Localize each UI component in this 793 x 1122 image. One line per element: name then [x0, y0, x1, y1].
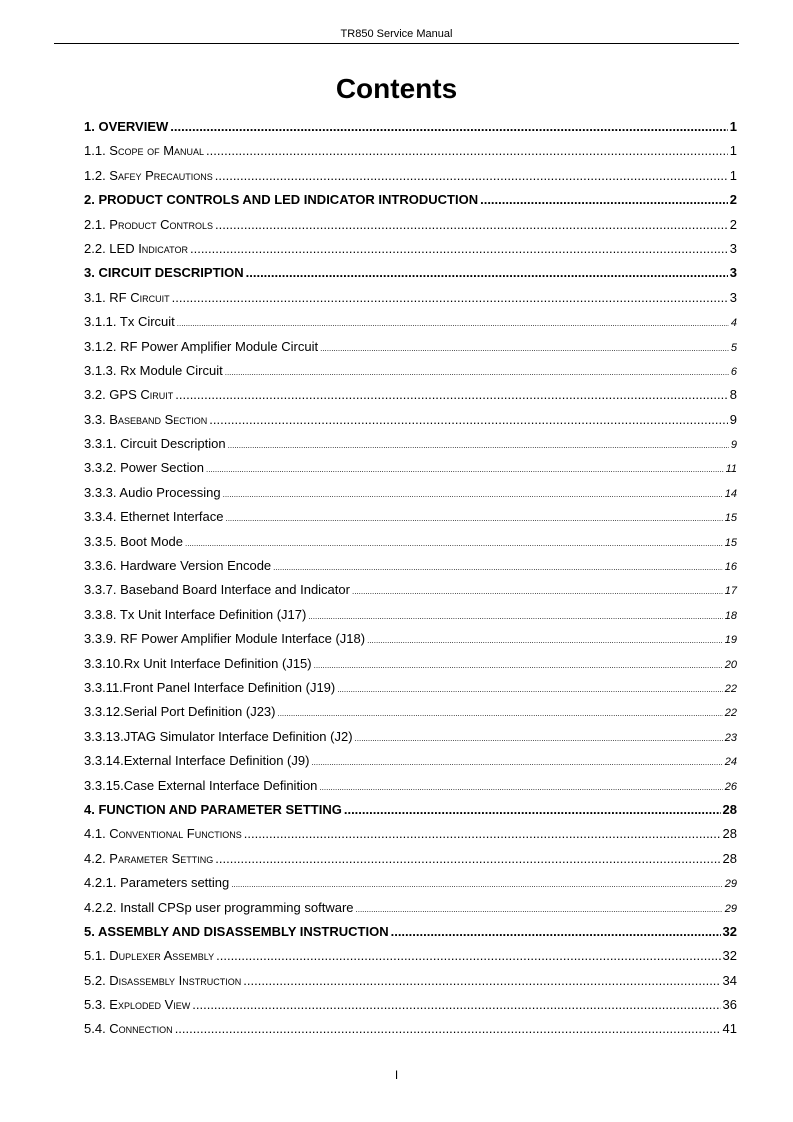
dot-leader — [177, 312, 729, 336]
toc-entry-label: 4. FUNCTION AND PARAMETER SETTING — [84, 801, 342, 817]
dot-leader — [170, 115, 727, 139]
toc-entry-label: 5. ASSEMBLY AND DISASSEMBLY INSTRUCTION — [84, 923, 389, 939]
toc-entry[interactable] — [84, 822, 737, 846]
toc-entry-page: 1 — [729, 167, 737, 183]
toc-entry[interactable] — [84, 749, 737, 773]
toc-entry-page: 24 — [724, 756, 737, 769]
toc-entry[interactable] — [84, 652, 737, 676]
toc-entry-page: 19 — [724, 634, 737, 647]
toc-entry-page: 28 — [722, 801, 737, 817]
toc-entry[interactable] — [84, 603, 737, 627]
toc-entry[interactable] — [84, 139, 737, 163]
toc-entry-page: 22 — [724, 682, 737, 695]
dot-leader — [356, 898, 723, 922]
dot-leader — [246, 261, 728, 285]
dot-leader — [314, 654, 723, 678]
dot-leader — [391, 920, 721, 944]
toc-entry-page: 6 — [730, 365, 737, 378]
header-rule — [54, 43, 739, 44]
toc-entry-page: 15 — [724, 536, 737, 549]
toc-entry-page: 2 — [729, 216, 737, 232]
toc-entry-page: 1 — [729, 119, 737, 134]
toc-entry-label: 3.3.2. Power Section — [84, 460, 204, 476]
toc-entry[interactable] — [84, 188, 737, 212]
toc-entry-page: 17 — [724, 585, 737, 598]
dot-leader — [185, 532, 723, 556]
toc-entry[interactable] — [84, 115, 737, 139]
toc-entry-page: 29 — [724, 902, 737, 915]
toc-entry-page: 18 — [724, 609, 737, 622]
toc-entry[interactable] — [84, 578, 737, 602]
toc-entry-page: 26 — [724, 780, 737, 793]
toc-entry[interactable] — [84, 920, 737, 944]
toc-entry-label: 3.3.8. Tx Unit Interface Definition (J17) — [84, 606, 307, 622]
toc-entry[interactable] — [84, 1017, 737, 1041]
toc-entry[interactable] — [84, 456, 737, 480]
toc-entry-page: 34 — [722, 972, 737, 988]
toc-entry[interactable] — [84, 286, 737, 310]
toc-entry-label: 2. PRODUCT CONTROLS AND LED INDICATOR INTRODUCTION — [84, 192, 479, 208]
toc-entry-page: 3 — [729, 240, 737, 256]
toc-entry[interactable] — [84, 627, 737, 651]
toc-entry-label: 3.1.3. Rx Module Circuit — [84, 362, 223, 378]
toc-entry-page: 9 — [730, 439, 737, 452]
toc-entry[interactable] — [84, 213, 737, 237]
dot-leader — [231, 873, 723, 897]
toc-entry-page: 16 — [724, 561, 737, 574]
dot-leader — [355, 727, 723, 751]
toc-entry[interactable] — [84, 944, 737, 968]
toc-entry-label: 3.3.4. Ethernet Interface — [84, 509, 224, 525]
toc-entry[interactable] — [84, 993, 737, 1017]
dot-leader — [215, 847, 720, 871]
toc-entry[interactable] — [84, 774, 737, 798]
dot-leader — [209, 408, 728, 432]
toc-entry-label: 2.2. LED Indicator — [84, 240, 188, 256]
page-number: I — [394, 1068, 399, 1082]
toc-entry[interactable] — [84, 725, 737, 749]
toc-entry[interactable] — [84, 530, 737, 554]
toc-entry-label: 1.1. Scope of Manual — [84, 143, 205, 159]
toc-entry[interactable] — [84, 310, 737, 334]
dot-leader — [223, 483, 723, 507]
toc-entry-page: 3 — [729, 289, 737, 305]
toc-entry-label: 3.1.2. RF Power Amplifier Module Circuit — [84, 338, 319, 354]
dot-leader — [175, 1017, 721, 1041]
toc-entry-label: 3. CIRCUIT DESCRIPTION — [84, 265, 244, 281]
dot-leader — [215, 164, 728, 188]
toc-entry-label: 3.3.7. Baseband Board Interface and Indicator — [84, 582, 350, 598]
toc-entry-label: 3.3. Baseband Section — [84, 411, 208, 427]
running-header: TR850 Service Manual — [340, 28, 453, 40]
dot-leader — [244, 822, 721, 846]
dot-leader — [225, 361, 729, 385]
toc-entry-label: 3.3.10.Rx Unit Interface Definition (J15) — [84, 655, 312, 671]
toc-entry-page: 14 — [724, 487, 737, 500]
toc-entry-label: 3.3.15.Case External Interface Definition — [84, 777, 318, 793]
dot-leader — [344, 798, 721, 822]
toc-entry-label: 4.2. Parameter Setting — [84, 850, 214, 866]
toc-entry-page: 2 — [729, 192, 737, 208]
toc-entry-label: 4.2.2. Install CPSp user programming software — [84, 899, 354, 915]
toc-entry-label: 3.3.14.External Interface Definition (J9) — [84, 753, 310, 769]
toc-entry-label: 3.3.9. RF Power Amplifier Module Interface (J18) — [84, 631, 366, 647]
toc-entry-label: 3.3.6. Hardware Version Encode — [84, 558, 272, 574]
toc-entry-label: 1. OVERVIEW — [84, 119, 169, 134]
toc-entry-label: 3.1.1. Tx Circuit — [84, 314, 175, 330]
toc-entry-page: 32 — [722, 923, 737, 939]
toc-entry-page: 11 — [725, 463, 737, 476]
toc-entry-label: 3.3.13.JTAG Simulator Interface Definition (J2) — [84, 728, 353, 744]
toc-entry-page: 15 — [724, 512, 737, 525]
table-of-contents — [84, 115, 737, 1042]
dot-leader — [273, 556, 723, 580]
dot-leader — [206, 139, 728, 163]
toc-entry-page: 3 — [729, 265, 737, 281]
dot-leader — [215, 213, 728, 237]
toc-entry[interactable] — [84, 408, 737, 432]
dot-leader — [337, 678, 723, 702]
toc-entry-page: 8 — [729, 387, 737, 403]
toc-entry-label: 3.3.3. Audio Processing — [84, 484, 221, 500]
toc-entry-page: 4 — [730, 317, 737, 330]
toc-entry-page: 28 — [722, 826, 737, 842]
toc-entry-page: 41 — [722, 1021, 737, 1037]
dot-leader — [480, 188, 728, 212]
toc-entry-label: 3.1. RF Circuit — [84, 289, 170, 305]
dot-leader — [175, 383, 728, 407]
dot-leader — [243, 969, 720, 993]
toc-entry-page: 20 — [724, 658, 737, 671]
toc-entry-label: 3.3.1. Circuit Description — [84, 436, 226, 452]
toc-entry[interactable] — [84, 700, 737, 724]
toc-entry[interactable] — [84, 847, 737, 871]
toc-entry-label: 4.2.1. Parameters setting — [84, 875, 230, 891]
toc-entry-label: 5.3. Exploded View — [84, 997, 191, 1013]
toc-entry-label: 4.1. Conventional Functions — [84, 826, 242, 842]
toc-entry[interactable] — [84, 359, 737, 383]
toc-entry-label: 5.2. Disassembly Instruction — [84, 972, 242, 988]
dot-leader — [228, 434, 729, 458]
toc-entry-page: 29 — [724, 878, 737, 891]
toc-entry-label: 5.1. Duplexer Assembly — [84, 948, 215, 964]
dot-leader — [311, 751, 722, 775]
toc-entry-label: 3.3.5. Boot Mode — [84, 533, 184, 549]
toc-entry-page: 1 — [729, 143, 737, 159]
toc-entry[interactable] — [84, 871, 737, 895]
toc-entry-page: 23 — [724, 731, 737, 744]
toc-entry-page: 22 — [724, 707, 737, 720]
dot-leader — [320, 337, 729, 361]
toc-entry[interactable] — [84, 432, 737, 456]
dot-leader — [319, 776, 722, 800]
dot-leader — [192, 993, 720, 1017]
toc-entry[interactable] — [84, 383, 737, 407]
toc-entry-label: 3.3.11.Front Panel Interface Definition (J19) — [84, 679, 336, 695]
toc-entry-page: 5 — [730, 341, 737, 354]
dot-leader — [206, 458, 724, 482]
dot-leader — [190, 237, 728, 261]
toc-entry[interactable] — [84, 798, 737, 822]
dot-leader — [352, 580, 723, 604]
toc-entry[interactable] — [84, 261, 737, 285]
toc-entry[interactable] — [84, 335, 737, 359]
dot-leader — [225, 507, 722, 531]
toc-entry[interactable] — [84, 505, 737, 529]
toc-entry[interactable] — [84, 164, 737, 188]
dot-leader — [367, 629, 723, 653]
toc-entry-label: 3.2. GPS Ciruit — [84, 387, 174, 403]
toc-entry[interactable] — [84, 554, 737, 578]
toc-entry[interactable] — [84, 676, 737, 700]
toc-entry[interactable] — [84, 896, 737, 920]
toc-entry-label: 1.2. Safey Precautions — [84, 167, 213, 183]
toc-entry[interactable] — [84, 969, 737, 993]
page-title: Contents — [335, 73, 458, 104]
toc-entry-label: 5.4. Connection — [84, 1021, 173, 1037]
dot-leader — [172, 286, 728, 310]
toc-entry-page: 9 — [729, 411, 737, 427]
toc-entry[interactable] — [84, 481, 737, 505]
toc-entry[interactable] — [84, 237, 737, 261]
dot-leader — [308, 605, 722, 629]
toc-entry-page: 32 — [722, 948, 737, 964]
dot-leader — [216, 944, 720, 968]
toc-entry-page: 28 — [722, 850, 737, 866]
dot-leader — [277, 702, 722, 726]
toc-entry-label: 2.1. Product Controls — [84, 216, 213, 232]
toc-entry-page: 36 — [722, 997, 737, 1013]
toc-entry-label: 3.3.12.Serial Port Definition (J23) — [84, 704, 276, 720]
